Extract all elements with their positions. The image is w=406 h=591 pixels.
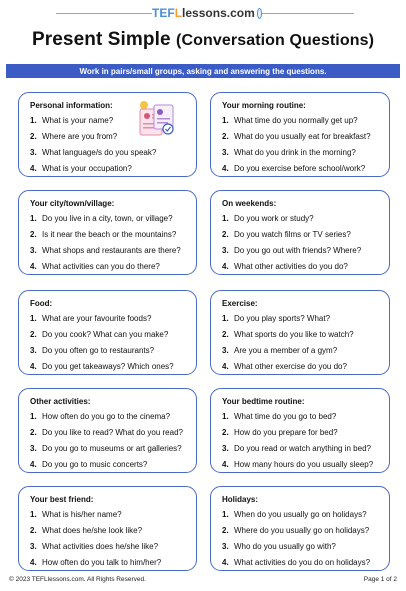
logo-letter-t: T <box>152 6 160 20</box>
question-text: What time do you normally get up? <box>234 116 358 125</box>
question-number: 4. <box>222 362 229 371</box>
question-number: 3. <box>30 246 37 255</box>
question-text: What does he/she look like? <box>42 526 143 535</box>
question-number: 4. <box>30 362 37 371</box>
card-your-best-friend <box>18 486 197 571</box>
question-number: 4. <box>30 262 37 271</box>
question-list <box>222 510 383 568</box>
card-your-city-town-village <box>18 190 197 275</box>
question-number: 4. <box>30 558 37 567</box>
question-item <box>30 428 190 438</box>
question-number: 2. <box>30 132 37 141</box>
question-text: What activities does he/she like? <box>42 542 159 551</box>
question-text: Do you play sports? What? <box>234 314 331 323</box>
question-number: 2. <box>222 230 229 239</box>
question-number: 1. <box>30 314 37 323</box>
question-number: 3. <box>222 542 229 551</box>
question-item <box>222 346 383 356</box>
question-number: 2. <box>222 132 229 141</box>
question-number: 1. <box>222 412 229 421</box>
question-item <box>222 230 383 240</box>
page-number: Page 1 of 2 <box>363 576 397 583</box>
question-list <box>30 214 190 272</box>
question-number: 4. <box>222 164 229 173</box>
question-item <box>222 460 383 470</box>
question-number: 1. <box>222 214 229 223</box>
question-number: 1. <box>222 510 229 519</box>
question-number: 1. <box>30 510 37 519</box>
question-list <box>30 314 190 372</box>
question-text: Do you cook? What can you make? <box>42 330 169 339</box>
card-holidays <box>210 486 390 571</box>
question-text: What sports do you like to watch? <box>234 330 354 339</box>
question-number: 4. <box>30 164 37 173</box>
header-logo-row <box>0 4 406 22</box>
question-item <box>222 428 383 438</box>
question-number: 1. <box>222 314 229 323</box>
question-item <box>222 362 383 372</box>
question-number: 2. <box>30 230 37 239</box>
question-number: 2. <box>30 330 37 339</box>
divider-right <box>262 13 354 14</box>
card-title: Your city/town/village: <box>30 199 115 208</box>
card-food <box>18 290 197 375</box>
question-item <box>30 412 190 422</box>
question-text: What activities do you do on holidays? <box>234 558 371 567</box>
card-other-activities <box>18 388 197 473</box>
question-item <box>30 362 190 372</box>
question-item <box>30 314 190 324</box>
question-text: How often do you go to the cinema? <box>42 412 171 421</box>
card-title: Your best friend: <box>30 495 94 504</box>
question-text: How many hours do you usually sleep? <box>234 460 374 469</box>
logo-letter-f: F <box>167 6 175 20</box>
question-text: Is it near the beach or the mountains? <box>42 230 177 239</box>
question-item <box>30 148 190 158</box>
card-personal-information <box>18 92 197 177</box>
question-item <box>222 164 383 174</box>
card-title: Personal information: <box>30 101 113 110</box>
question-text: How do you prepare for bed? <box>234 428 338 437</box>
title-main: Present Simple <box>31 29 171 50</box>
question-list <box>30 412 190 470</box>
question-number: 3. <box>30 346 37 355</box>
page-title <box>0 29 406 51</box>
question-item <box>30 246 190 256</box>
question-number: 4. <box>222 460 229 469</box>
card-title: Exercise: <box>222 299 258 308</box>
question-number: 3. <box>222 444 229 453</box>
question-text: What activities can you do there? <box>42 262 160 271</box>
question-list <box>222 116 383 174</box>
question-text: Do you exercise before school/work? <box>234 164 366 173</box>
title-sub: (Conversation Questions) <box>176 32 375 49</box>
question-item <box>30 510 190 520</box>
question-item <box>30 346 190 356</box>
question-text: What is your occupation? <box>42 164 132 173</box>
question-text: Where are you from? <box>42 132 118 141</box>
question-list <box>222 314 383 372</box>
card-title: Other activities: <box>30 397 91 406</box>
question-text: What other activities do you do? <box>234 262 348 271</box>
question-item <box>222 214 383 224</box>
question-text: Do you go out with friends? Where? <box>234 246 362 255</box>
question-item <box>30 214 190 224</box>
question-list <box>222 412 383 470</box>
logo-letter-l: L <box>174 6 183 20</box>
question-text: What language/s do you speak? <box>42 148 157 157</box>
question-number: 4. <box>30 460 37 469</box>
question-item <box>30 526 190 536</box>
question-text: Where do you usually go on holidays? <box>234 526 370 535</box>
question-number: 3. <box>222 148 229 157</box>
logo-letter-e: E <box>159 6 168 20</box>
question-text: Are you a member of a gym? <box>234 346 338 355</box>
question-text: What shops and restaurants are there? <box>42 246 181 255</box>
question-item <box>30 558 190 568</box>
question-item <box>222 542 383 552</box>
card-title: Holidays: <box>222 495 259 504</box>
question-number: 3. <box>30 444 37 453</box>
card-exercise <box>210 290 390 375</box>
question-item <box>222 116 383 126</box>
question-number: 2. <box>222 428 229 437</box>
question-number: 3. <box>30 542 37 551</box>
question-item <box>222 262 383 272</box>
question-text: Who do you usually go with? <box>234 542 336 551</box>
tefl-logo <box>152 4 262 22</box>
question-list <box>30 510 190 568</box>
card-your-bedtime-routine <box>210 388 390 473</box>
question-text: Do you read or watch anything in bed? <box>234 444 371 453</box>
question-number: 3. <box>30 148 37 157</box>
copyright-text: © 2023 TEFLlessons.com. All Rights Reserved. <box>9 576 146 583</box>
question-item <box>222 148 383 158</box>
question-text: Do you go to music concerts? <box>42 460 148 469</box>
question-text: What other exercise do you do? <box>234 362 347 371</box>
question-list <box>222 214 383 272</box>
question-item <box>222 526 383 536</box>
question-item <box>30 330 190 340</box>
question-text: What are your favourite foods? <box>42 314 152 323</box>
resume-illustration-icon <box>136 99 176 137</box>
question-text: Do you work or study? <box>234 214 314 223</box>
question-text: What time do you go to bed? <box>234 412 337 421</box>
question-item <box>30 542 190 552</box>
card-title: Food: <box>30 299 53 308</box>
question-item <box>222 314 383 324</box>
question-item <box>222 558 383 568</box>
question-text: How often do you talk to him/her? <box>42 558 162 567</box>
question-number: 4. <box>222 262 229 271</box>
question-text: Do you live in a city, town, or village? <box>42 214 173 223</box>
question-text: Do you go to museums or art galleries? <box>42 444 182 453</box>
instructions-banner: Work in pairs/small groups, asking and answering the questions. <box>6 64 400 78</box>
question-number: 2. <box>222 526 229 535</box>
question-number: 2. <box>222 330 229 339</box>
card-on-weekends <box>210 190 390 275</box>
question-number: 2. <box>30 526 37 535</box>
question-item <box>222 132 383 142</box>
question-number: 3. <box>222 346 229 355</box>
question-text: Do you get takeaways? Which ones? <box>42 362 174 371</box>
question-number: 1. <box>30 116 37 125</box>
question-item <box>222 510 383 520</box>
question-item <box>222 330 383 340</box>
question-text: When do you usually go on holidays? <box>234 510 367 519</box>
question-item <box>222 444 383 454</box>
question-item <box>30 460 190 470</box>
question-text: What do you usually eat for breakfast? <box>234 132 371 141</box>
question-number: 1. <box>30 412 37 421</box>
question-number: 4. <box>222 558 229 567</box>
logo-text: lessons.com <box>182 6 255 20</box>
question-text: Do you watch films or TV series? <box>234 230 351 239</box>
question-item <box>30 230 190 240</box>
divider-left <box>56 13 152 14</box>
question-text: Do you often go to restaurants? <box>42 346 155 355</box>
question-text: Do you like to read? What do you read? <box>42 428 183 437</box>
question-item <box>30 444 190 454</box>
question-item <box>222 246 383 256</box>
question-text: What is his/her name? <box>42 510 122 519</box>
question-number: 1. <box>30 214 37 223</box>
card-your-morning-routine <box>210 92 390 177</box>
question-number: 3. <box>222 246 229 255</box>
question-item <box>222 412 383 422</box>
question-text: What do you drink in the morning? <box>234 148 356 157</box>
card-title: Your morning routine: <box>222 101 306 110</box>
card-title: Your bedtime routine: <box>222 397 305 406</box>
card-title: On weekends: <box>222 199 277 208</box>
question-number: 2. <box>30 428 37 437</box>
question-number: 1. <box>222 116 229 125</box>
question-text: What is your name? <box>42 116 114 125</box>
question-item <box>30 262 190 272</box>
question-item <box>30 164 190 174</box>
